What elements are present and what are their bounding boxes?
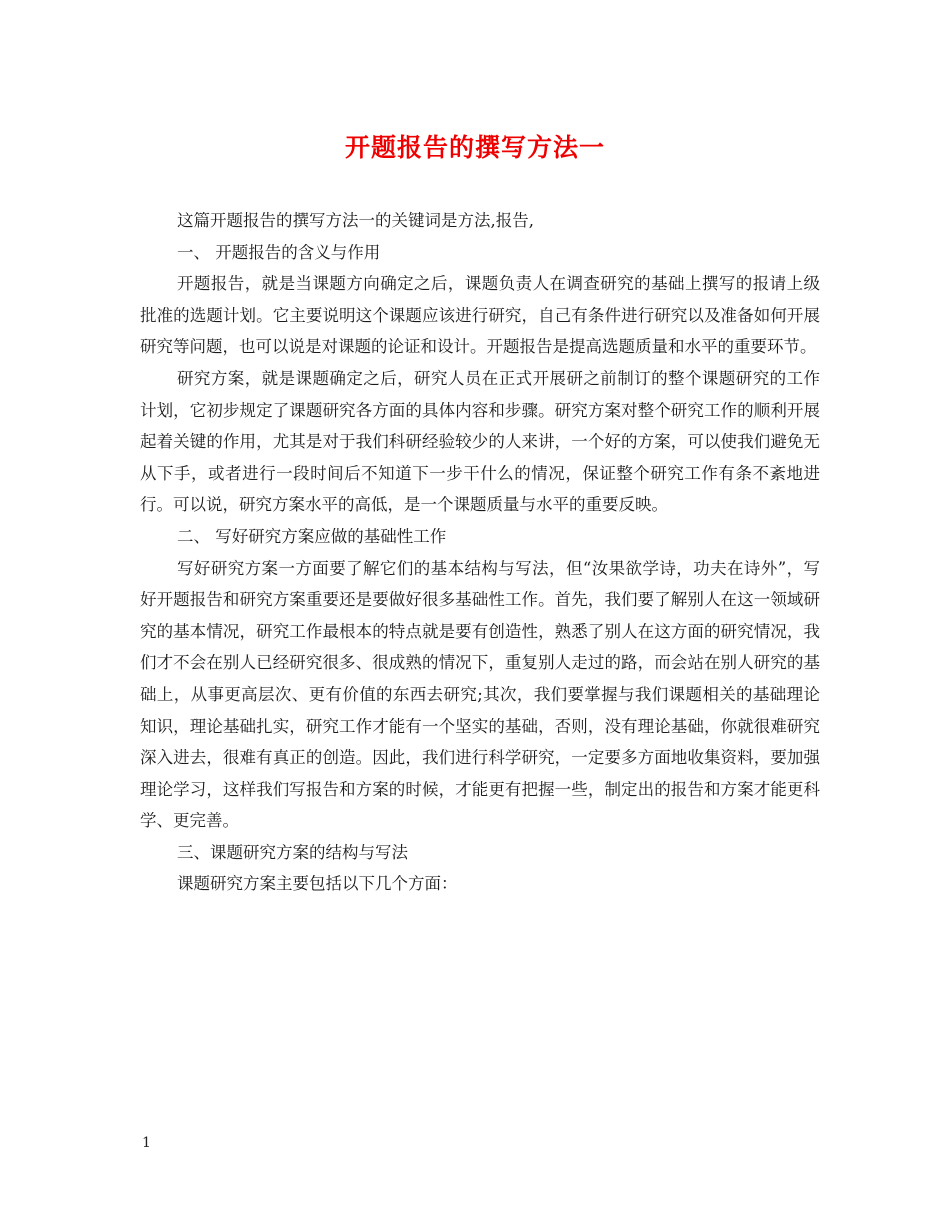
paragraph: 课题研究方案主要包括以下几个方面： [177,874,458,894]
paragraph: 写好研究方案一方面要了解它们的基本结构与写法，但“汝果欲学诗，功夫在诗外”，写好开题报告和研究方案重要还是要做好很多基础性工作。首先，我们要了解别人在这一领域研究的基本情况，研究工作最根本的特点就是要有创造性，熟悉了别人在这方面的研究情况，我们才不会在别人已经研究很多、很成熟的情况下，重复别人走过的路，而会站在别人研究的基础上，从事更高层次、更有价值的东西去研究;其次，我们要掌握与我们课题相关的基础理论知识，理论基础扎实，研究工作才能有一个坚实的基础，否则，没有理论基础，你就很难研究深入进去，很难有真正的创造。因此，我们进行科学研究，一定要多方面地收集资料，要加强理论学习，这样我们写报告和方案的时候，才能更有把握一些，制定出的报告和方案才能更科学、更完善。 [140,558,820,831]
document-body [140,205,820,900]
section-heading-2: 二、 写好研究方案应做的基础性工作 [177,526,447,546]
page-number: 1 [142,1135,151,1151]
section-heading-3: 三、课题研究方案的结构与写法 [177,842,408,862]
document-title: 开题报告的撰写方法一 [344,133,605,162]
paragraph: 研究方案，就是课题确定之后，研究人员在正式开展研之前制订的整个课题研究的工作计划，它初步规定了课题研究各方面的具体内容和步骤。研究方案对整个研究工作的顺利开展起着关键的作用，尤其是对于我们科研经验较少的人来讲，一个好的方案，可以使我们避免无从下手，或者进行一段时间后不知道下一步干什么的情况，保证整个研究工作有条不紊地进行。可以说，研究方案水平的高低，是一个课题质量与水平的重要反映。 [140,368,820,515]
paragraph: 开题报告，就是当课题方向确定之后，课题负责人在调查研究的基础上撰写的报请上级批准的选题计划。它主要说明这个课题应该进行研究，自己有条件进行研究以及准备如何开展研究等问题，也可以说是对课题的论证和设计。开题报告是提高选题质量和水平的重要环节。 [140,274,820,357]
section-heading-1: 一、 开题报告的含义与作用 [177,242,381,262]
intro-keywords: 这篇开题报告的撰写方法一的关键词是方法,报告, [177,211,534,230]
